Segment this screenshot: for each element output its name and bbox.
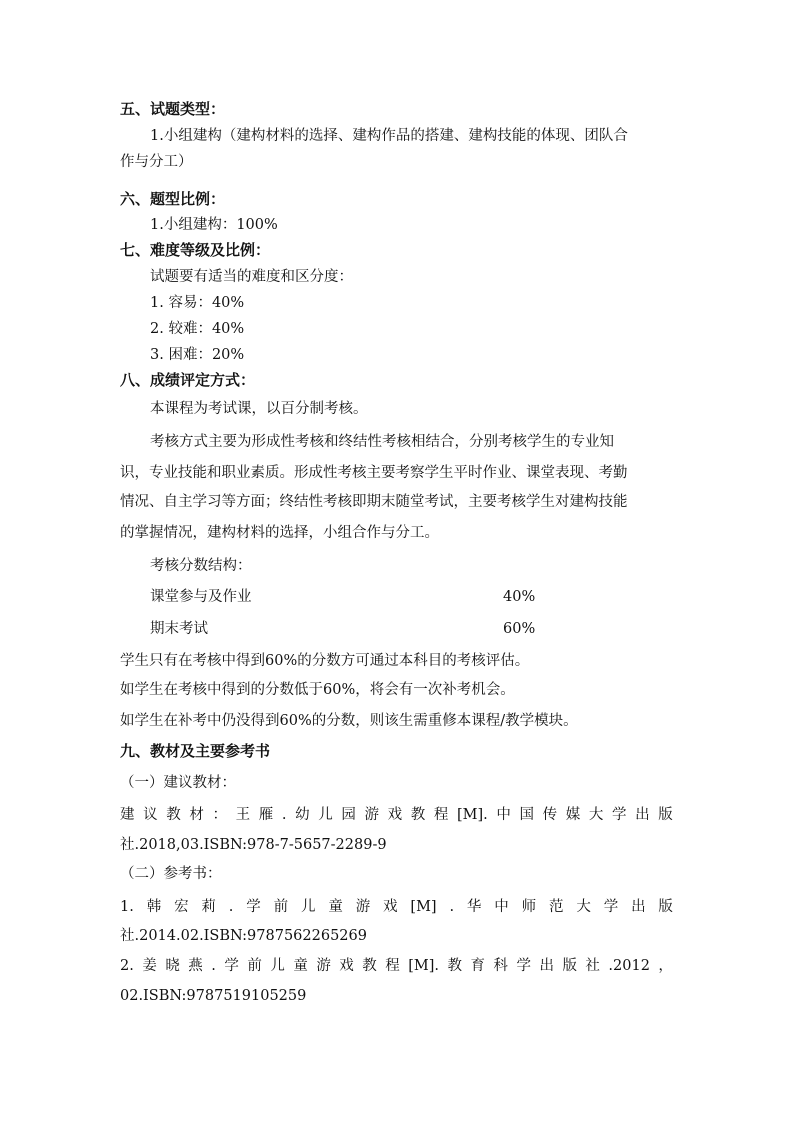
pass-rule: 学生只有在考核中得到60%的分数方可通过本科目的考核评估。	[120, 653, 530, 669]
score-item-name: 课堂参与及作业	[150, 589, 252, 605]
section-7-heading: 七、难度等级及比例：	[120, 241, 271, 259]
score-structure-row	[150, 619, 550, 639]
section-7-intro: 试题要有适当的难度和区分度：	[150, 269, 353, 285]
section-5-item-1-line-1: 1.小组建构（建构材料的选择、建构作品的搭建、建构技能的体现、团队合	[150, 128, 628, 144]
reference-2-line-2: 02.ISBN:9787519105259	[120, 988, 307, 1004]
score-item-name: 期末考试	[150, 621, 208, 637]
section-8-heading: 八、成绩评定方式：	[120, 371, 256, 389]
makeup-exam-rule: 如学生在考核中得到的分数低于60%，将会有一次补考机会。	[120, 682, 515, 698]
section-6-item-1: 1.小组建构：100%	[150, 217, 278, 233]
recommended-textbook-label: （一）建议教材：	[120, 775, 236, 791]
textbook-citation-line-1: 建 议 教 材 ： 王 雁 . 幼 儿 园 游 戏 教 程 [M]. 中 国 传 媒 大 学 出 版	[120, 807, 673, 823]
score-structure-title: 考核分数结构：	[150, 558, 252, 574]
reference-1-line-2: 社.2014.02.ISBN:9787562265269	[120, 928, 367, 944]
section-8-paragraph-2-line-3: 情况、自主学习等方面；终结性考核即期末随堂考试，主要考核学生对建构技能	[120, 494, 628, 510]
score-item-percent: 60%	[503, 621, 536, 637]
reference-2-line-1: 2. 姜 晓 燕 . 学 前 儿 童 游 戏 教 程 [M]. 教 育 科 学 出 版 社 .2012 ，	[120, 958, 673, 974]
score-structure-row	[150, 587, 550, 607]
section-8-paragraph-1: 本课程为考试课，以百分制考核。	[150, 401, 368, 417]
reference-books-label: （二）参考书：	[120, 866, 222, 882]
section-7-item-3: 3. 困难：20%	[150, 347, 245, 363]
section-7-item-1: 1. 容易：40%	[150, 295, 245, 311]
section-8-paragraph-2-line-2: 识，专业技能和职业素质。形成性考核主要考察学生平时作业、课堂表现、考勤	[120, 465, 628, 481]
score-item-percent: 40%	[503, 589, 536, 605]
section-6-heading: 六、题型比例：	[120, 190, 226, 208]
section-8-paragraph-2-line-1: 考核方式主要为形成性考核和终结性考核相结合，分别考核学生的专业知	[150, 434, 614, 450]
textbook-citation-line-2: 社.2018,03.ISBN:978-7-5657-2289-9	[120, 837, 387, 853]
reference-1-line-1: 1. 韩 宏 莉 . 学 前 儿 童 游 戏 [M] . 华 中 师 范 大 学 出 版	[120, 899, 673, 915]
section-8-paragraph-2-line-4: 的掌握情况，建构材料的选择，小组合作与分工。	[120, 525, 439, 541]
section-7-item-2: 2. 较难：40%	[150, 321, 245, 337]
section-9-heading: 九、教材及主要参考书	[120, 742, 271, 760]
retake-course-rule: 如学生在补考中仍没得到60%的分数，则该生需重修本课程/教学模块。	[120, 713, 578, 729]
section-5-heading: 五、试题类型：	[120, 100, 226, 118]
section-5-item-1-line-2: 作与分工）	[120, 154, 193, 170]
